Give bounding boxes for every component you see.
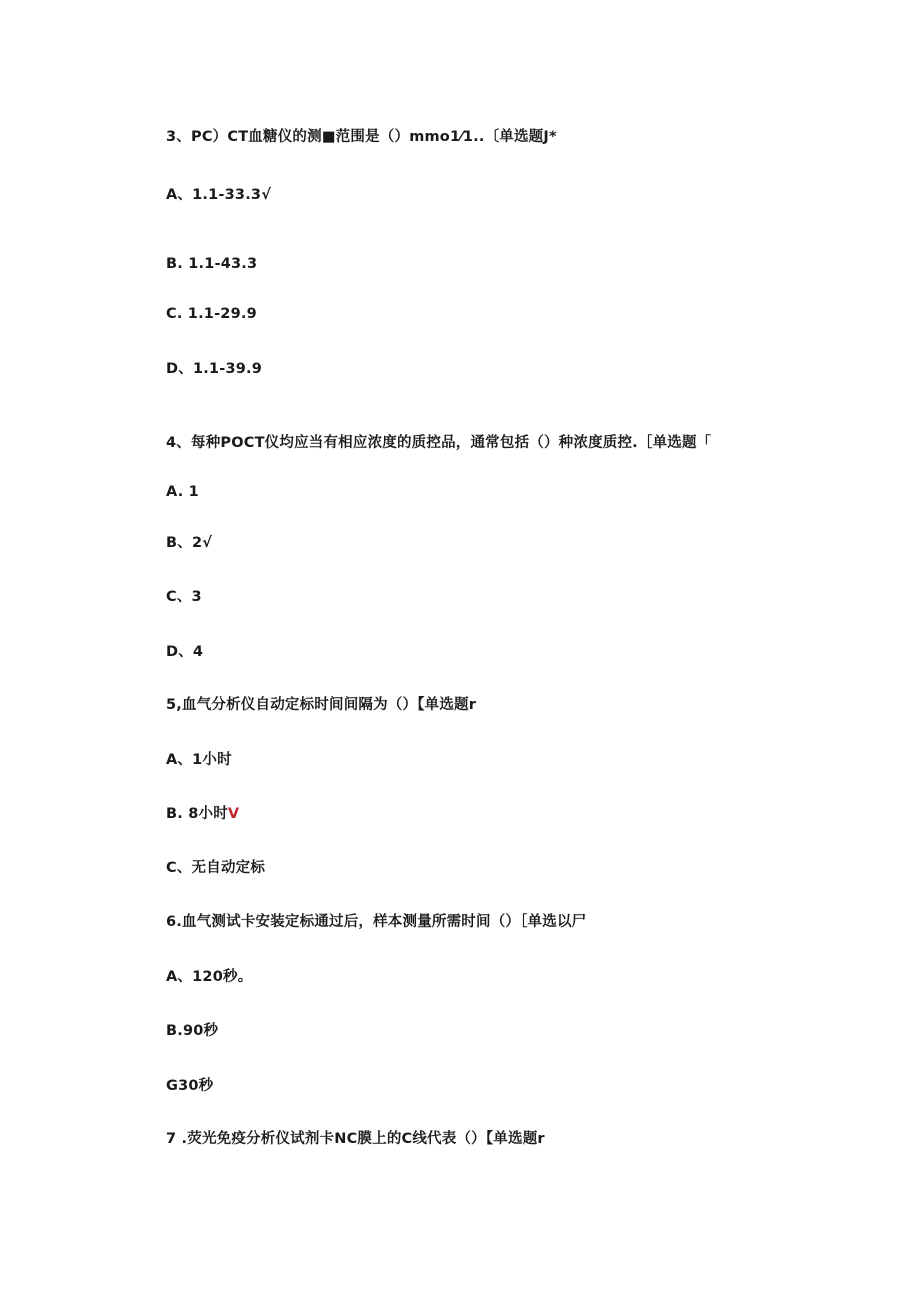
question-3-option-b: B. 1.1-43.3 [166,256,258,272]
question-4-option-c: C、3 [166,589,202,605]
correct-answer-mark: V [227,806,240,822]
question-3-stem: 3、PC）CT血糖仪的测■范围是（）mmo1⁄1..〔单选题J* [166,129,557,145]
question-6-option-c: G30秒 [166,1078,214,1094]
question-4-option-b: B、2√ [166,535,213,551]
question-4-option-d: D、4 [166,644,204,660]
question-3-option-a: A、1.1-33.3√ [166,187,272,203]
question-5-option-c: C、无自动定标 [166,860,266,876]
question-5-option-b-label: B. 8小时 [166,806,228,822]
question-5-option-a: A、1小时 [166,752,232,768]
question-7-stem: 7 .荧光免疫分析仪试剂卡NC膜上的C线代表（）【单选题r [166,1131,545,1147]
question-5-option-b [166,804,239,824]
question-6-stem: 6.血气测试卡安装定标通过后，样本测量所需时间（）［单选以尸 [166,914,587,930]
question-6-option-a: A、120秒。 [166,969,253,985]
question-6-option-b: B.90秒 [166,1023,219,1039]
question-3-option-c: C. 1.1-29.9 [166,306,257,322]
question-4-stem: 4、每种POCT仪均应当有相应浓度的质控品，通常包括（）种浓度质控.［单选题「 [166,435,712,451]
question-3-option-d: D、1.1-39.9 [166,361,263,377]
question-5-stem: 5,血气分析仪自动定标时间间隔为（）【单选题r [166,697,477,713]
question-4-option-a: A. 1 [166,484,199,500]
